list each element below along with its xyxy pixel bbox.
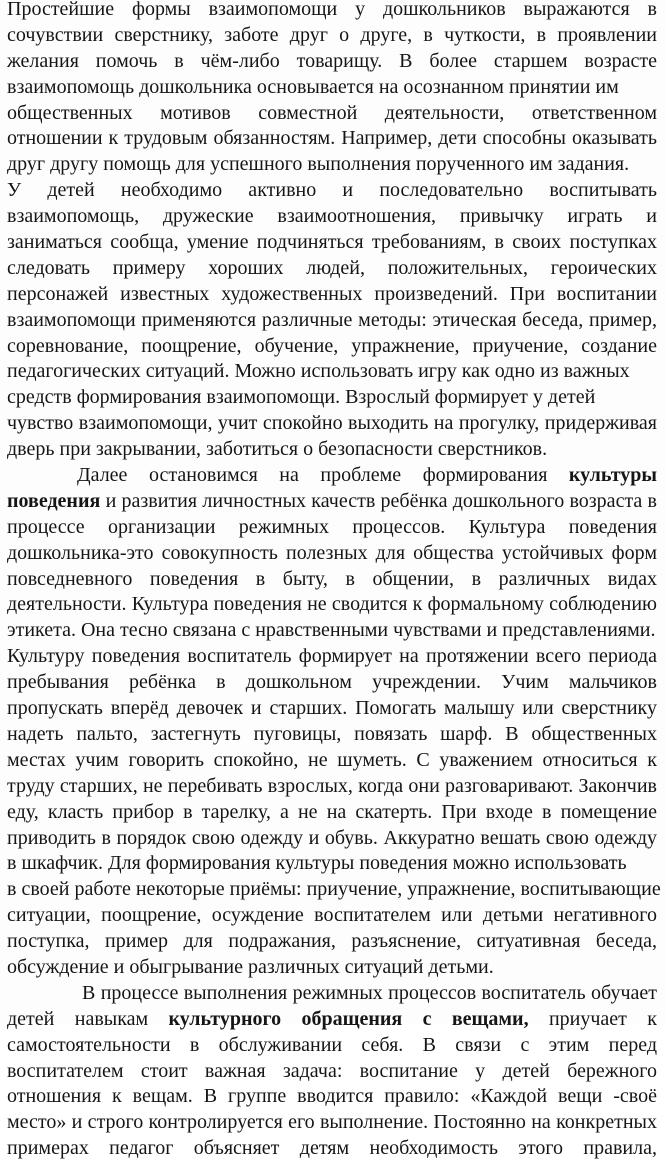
text-run: и развития личностных качеств ребёнка дошкольного возраста в [100, 489, 657, 512]
text-line: чувство взаимопомощи, учит спокойно выходить на прогулку, придерживая [7, 412, 657, 435]
bold-term: культуры [568, 464, 657, 487]
text-line [7, 1007, 657, 1033]
text-line: самостоятельности в обслуживании себя. В связи с этим перед [7, 1033, 657, 1056]
text-line: в шкафчик. Для формирования культуры поведения можно использовать [7, 852, 627, 875]
text-line: деятельности. Культура поведения не сводится к формальному соблюдению [7, 593, 657, 616]
text-line: отношении к трудовым обязанностям. Например, дети способны оказывать [7, 127, 657, 150]
text-line: Простейшие формы взаимопомощи у дошкольников выражаются в [7, 0, 657, 20]
text-line: надеть пальто, застегнуть пуговицы, повязать шарф. В общественных [7, 722, 657, 745]
text-line: отношения к вещам. В группе вводится правило: «Каждой вещи -своё [7, 1085, 657, 1108]
text-line [7, 489, 657, 515]
text-line: персонажей известных художественных произведений. При воспитании [7, 282, 657, 305]
document-text [7, 0, 661, 1162]
text-line: сочувствии сверстнику, заботе друг о друге, в чуткости, в проявлении [7, 23, 657, 46]
text-line: взаимопомощь, дружеские взаимоотношения, привычку играть и [7, 205, 657, 228]
text-line: пребывания ребёнка в дошкольном учреждении. Учим мальчиков [7, 671, 657, 694]
text-line [7, 463, 657, 489]
text-line: еду, класть прибор в тарелку, а не на скатерть. При входе в помещение [7, 800, 657, 823]
text-line: обсуждение и обыгрывание различных ситуаций детьми. [7, 955, 494, 978]
text-line: в своей работе некоторые приёмы: приучение, упражнение, воспитывающие [7, 878, 661, 901]
text-line: примерах педагог объясняет детям необходимость этого правила, [7, 1137, 657, 1160]
bold-term: культурного обращения с вещами, [168, 1007, 529, 1030]
text-line: процессе организации режимных процессов. Культура поведения [7, 515, 657, 538]
text-line: педагогических ситуаций. Можно использовать игру как одно из важных [7, 360, 630, 383]
text-line: дошкольника-это совокупность полезных для общества устойчивых форм [7, 541, 657, 564]
text-line: взаимопомощи применяются различные методы: этическая беседа, пример, [7, 308, 657, 331]
text-run: детей навыкам [7, 1007, 169, 1030]
bold-term: поведения [7, 489, 101, 512]
text-run: Далее остановимся на проблеме формирования [77, 464, 548, 487]
text-line: приводить в порядок свою одежду и обувь. Аккуратно вешать свою одежду [7, 826, 657, 849]
text-line: желания помочь в чём-либо товарищу. В более старшем возрасте [7, 49, 657, 72]
text-line: этикета. Она тесно связана с нравственными чувствами и представлениями. [7, 619, 656, 642]
text-line: труду старших, не перебивать взрослых, когда они разговаривают. Закончив [7, 774, 657, 797]
text-line: Культуру поведения воспитатель формирует на протяжении всего периода [7, 645, 657, 668]
text-line: следовать примеру хороших людей, положительных, героических [7, 256, 657, 279]
text-run: приучает к [528, 1007, 657, 1030]
text-line: взаимопомощь дошкольника основывается на осознанном принятии им [7, 75, 619, 98]
text-line: соревнование, поощрение, обучение, упражнение, приучение, создание [7, 334, 657, 357]
text-line: поступка, пример для подражания, разъяснение, ситуативная беседа, [7, 930, 657, 953]
text-line: воспитателем стоит важная задача: воспитание у детей бережного [7, 1059, 657, 1082]
text-line: У детей необходимо активно и последовательно воспитывать [7, 179, 657, 202]
text-line: друг другу помощь для успешного выполнения порученного им задания. [7, 153, 630, 176]
text-line: повседневного поведения в быту, в общении, в различных видах [7, 567, 657, 590]
text-line: место» и строго контролируется его выполнение. Постоянно на конкретных [7, 1111, 657, 1134]
text-line: пропускать вперёд девочек и старших. Помогать малышу или сверстнику [7, 697, 657, 720]
text-line: дверь при закрывании, заботиться о безопасности сверстников. [7, 438, 548, 461]
text-line: общественных мотивов совместной деятельности, ответственном [7, 101, 657, 124]
text-line: заниматься сообща, умение подчиняться требованиям, в своих поступках [7, 231, 657, 254]
text-line: ситуации, поощрение, осуждение воспитателем или детьми негативного [7, 904, 657, 927]
text-line: В процессе выполнения режимных процессов воспитатель обучает [82, 981, 657, 1004]
text-line: средств формирования взаимопомощи. Взрослый формирует у детей [7, 386, 596, 409]
text-line: местах учим говорить спокойно, не шуметь. С уважением относиться к [7, 748, 657, 771]
